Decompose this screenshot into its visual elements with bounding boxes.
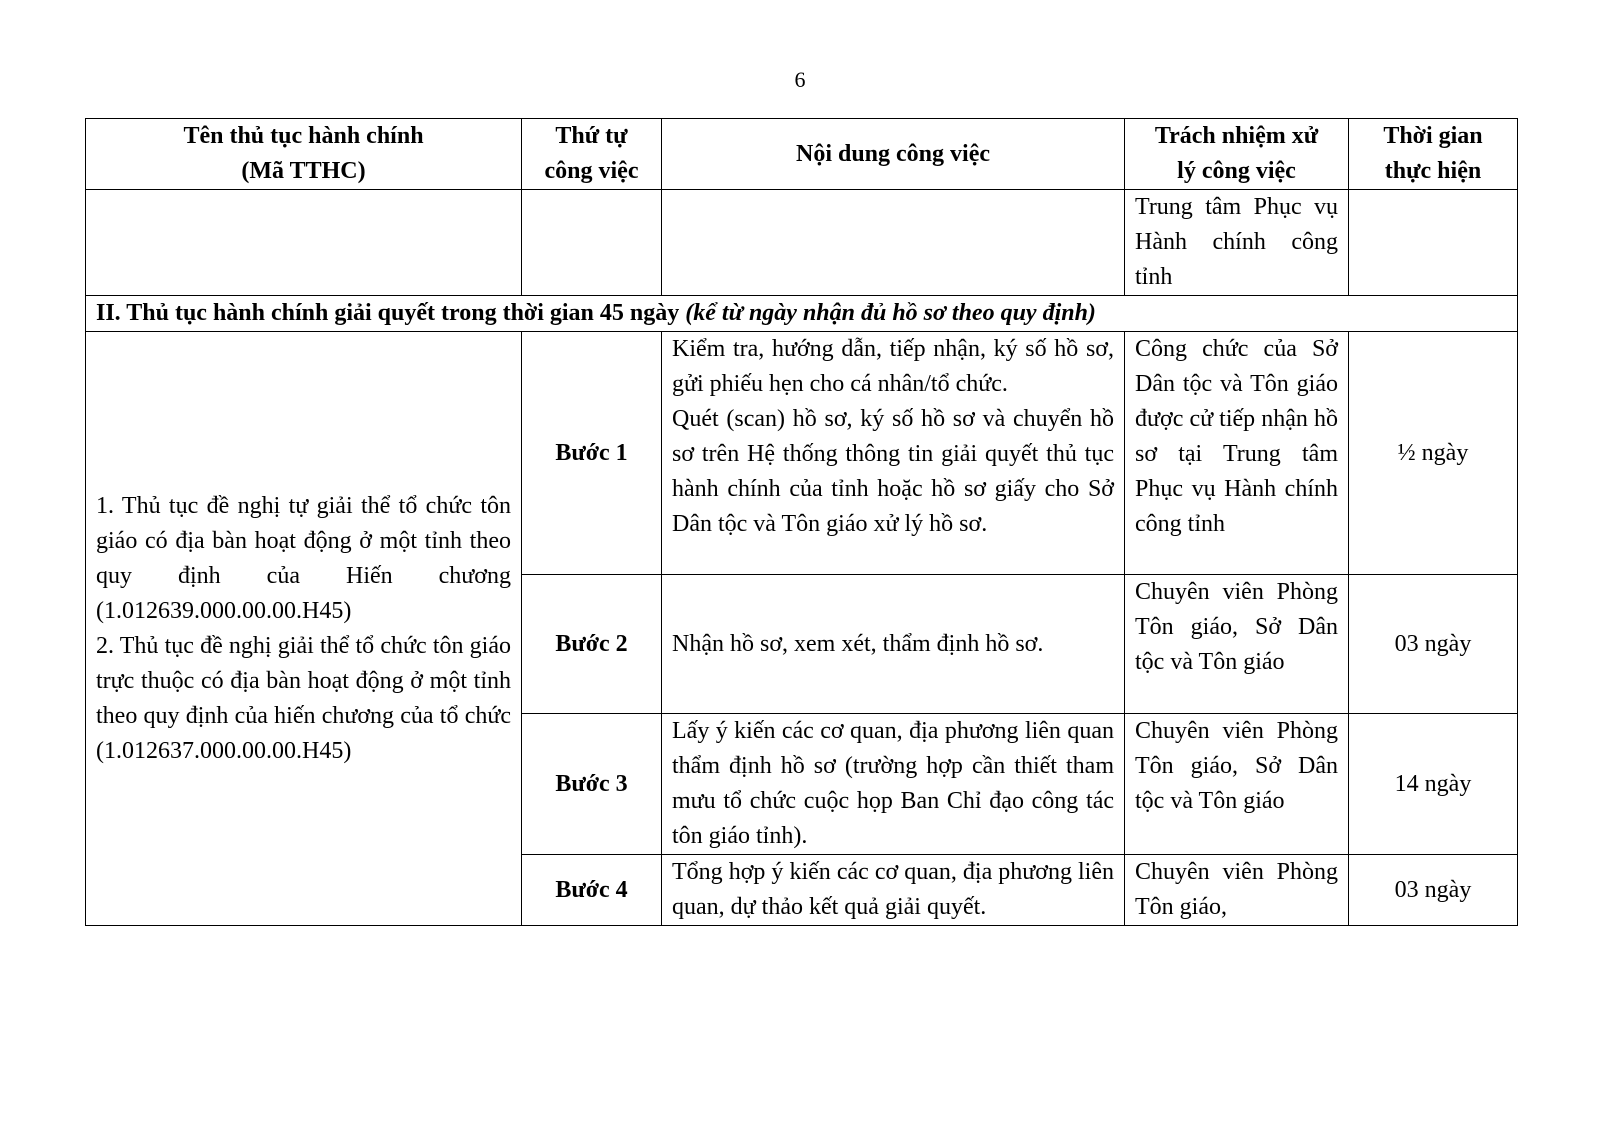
section-row bbox=[86, 296, 1518, 332]
continuation-procedure-cell bbox=[86, 190, 522, 296]
table-header-row bbox=[86, 119, 1518, 190]
step-responsibility: Chuyên viên Phòng Tôn giáo, Sở Dân tộc và Tôn giáo bbox=[1125, 714, 1349, 855]
step-content: Tổng hợp ý kiến các cơ quan, địa phương liên quan, dự thảo kết quả giải quyết. bbox=[662, 855, 1125, 926]
continuation-content-cell bbox=[662, 190, 1125, 296]
step-responsibility: Chuyên viên Phòng Tôn giáo, Sở Dân tộc và Tôn giáo bbox=[1125, 575, 1349, 714]
header-content: Nội dung công việc bbox=[662, 119, 1125, 190]
page-number: 6 bbox=[794, 67, 806, 92]
continuation-duration-cell bbox=[1349, 190, 1518, 296]
continuation-row bbox=[86, 190, 1518, 296]
step-content: Kiểm tra, hướng dẫn, tiếp nhận, ký số hồ sơ, gửi phiếu hẹn cho cá nhân/tổ chức. Quét (scan) hồ sơ, ký số hồ sơ và chuyển hồ sơ trên Hệ thống thông tin giải quyết thủ tục hành chính của tỉnh hoặc hồ sơ giấy cho Sở Dân tộc và Tôn giáo xử lý hồ sơ. bbox=[662, 332, 1125, 575]
step-label: Bước 2 bbox=[522, 575, 662, 714]
step-duration: ½ ngày bbox=[1349, 332, 1518, 575]
step-row-1 bbox=[86, 332, 1518, 575]
header-procedure-name: Tên thủ tục hành chính (Mã TTHC) bbox=[86, 119, 522, 190]
step-label: Bước 3 bbox=[522, 714, 662, 855]
procedure-table bbox=[85, 118, 1518, 926]
section-heading bbox=[86, 296, 1518, 332]
procedure-names-cell bbox=[86, 332, 522, 926]
step-responsibility: Chuyên viên Phòng Tôn giáo, bbox=[1125, 855, 1349, 926]
procedure-item-1: 1. Thủ tục đề nghị tự giải thể tổ chức tôn giáo có địa bàn hoạt động ở một tỉnh theo quy định của Hiến chương (1.012639.000.00.00.H45) bbox=[96, 492, 511, 624]
continuation-responsibility-cell: Trung tâm Phục vụ Hành chính công tỉnh bbox=[1125, 190, 1349, 296]
continuation-step-cell bbox=[522, 190, 662, 296]
step-content: Lấy ý kiến các cơ quan, địa phương liên quan thẩm định hồ sơ (trường hợp cần thiết tham mưu tổ chức cuộc họp Ban Chỉ đạo công tác tôn giáo tỉnh). bbox=[662, 714, 1125, 855]
step-label: Bước 4 bbox=[522, 855, 662, 926]
step-duration: 03 ngày bbox=[1349, 575, 1518, 714]
step-label: Bước 1 bbox=[522, 332, 662, 575]
step-duration: 03 ngày bbox=[1349, 855, 1518, 926]
section-note: (kể từ ngày nhận đủ hồ sơ theo quy định) bbox=[685, 300, 1096, 326]
step-duration: 14 ngày bbox=[1349, 714, 1518, 855]
section-title: II. Thủ tục hành chính giải quyết trong thời gian 45 ngày bbox=[96, 300, 680, 326]
procedure-item-2: 2. Thủ tục đề nghị giải thể tổ chức tôn giáo trực thuộc có địa bàn hoạt động ở một tỉnh theo quy định của hiến chương của tổ chức (1.012637.000.00.00.H45) bbox=[96, 632, 511, 764]
step-responsibility: Công chức của Sở Dân tộc và Tôn giáo được cử tiếp nhận hồ sơ tại Trung tâm Phục vụ Hành chính công tỉnh bbox=[1125, 332, 1349, 575]
step-content: Nhận hồ sơ, xem xét, thẩm định hồ sơ. bbox=[662, 575, 1125, 714]
header-step-order: Thứ tự công việc bbox=[522, 119, 662, 190]
header-responsibility: Trách nhiệm xử lý công việc bbox=[1125, 119, 1349, 190]
header-duration: Thời gian thực hiện bbox=[1349, 119, 1518, 190]
